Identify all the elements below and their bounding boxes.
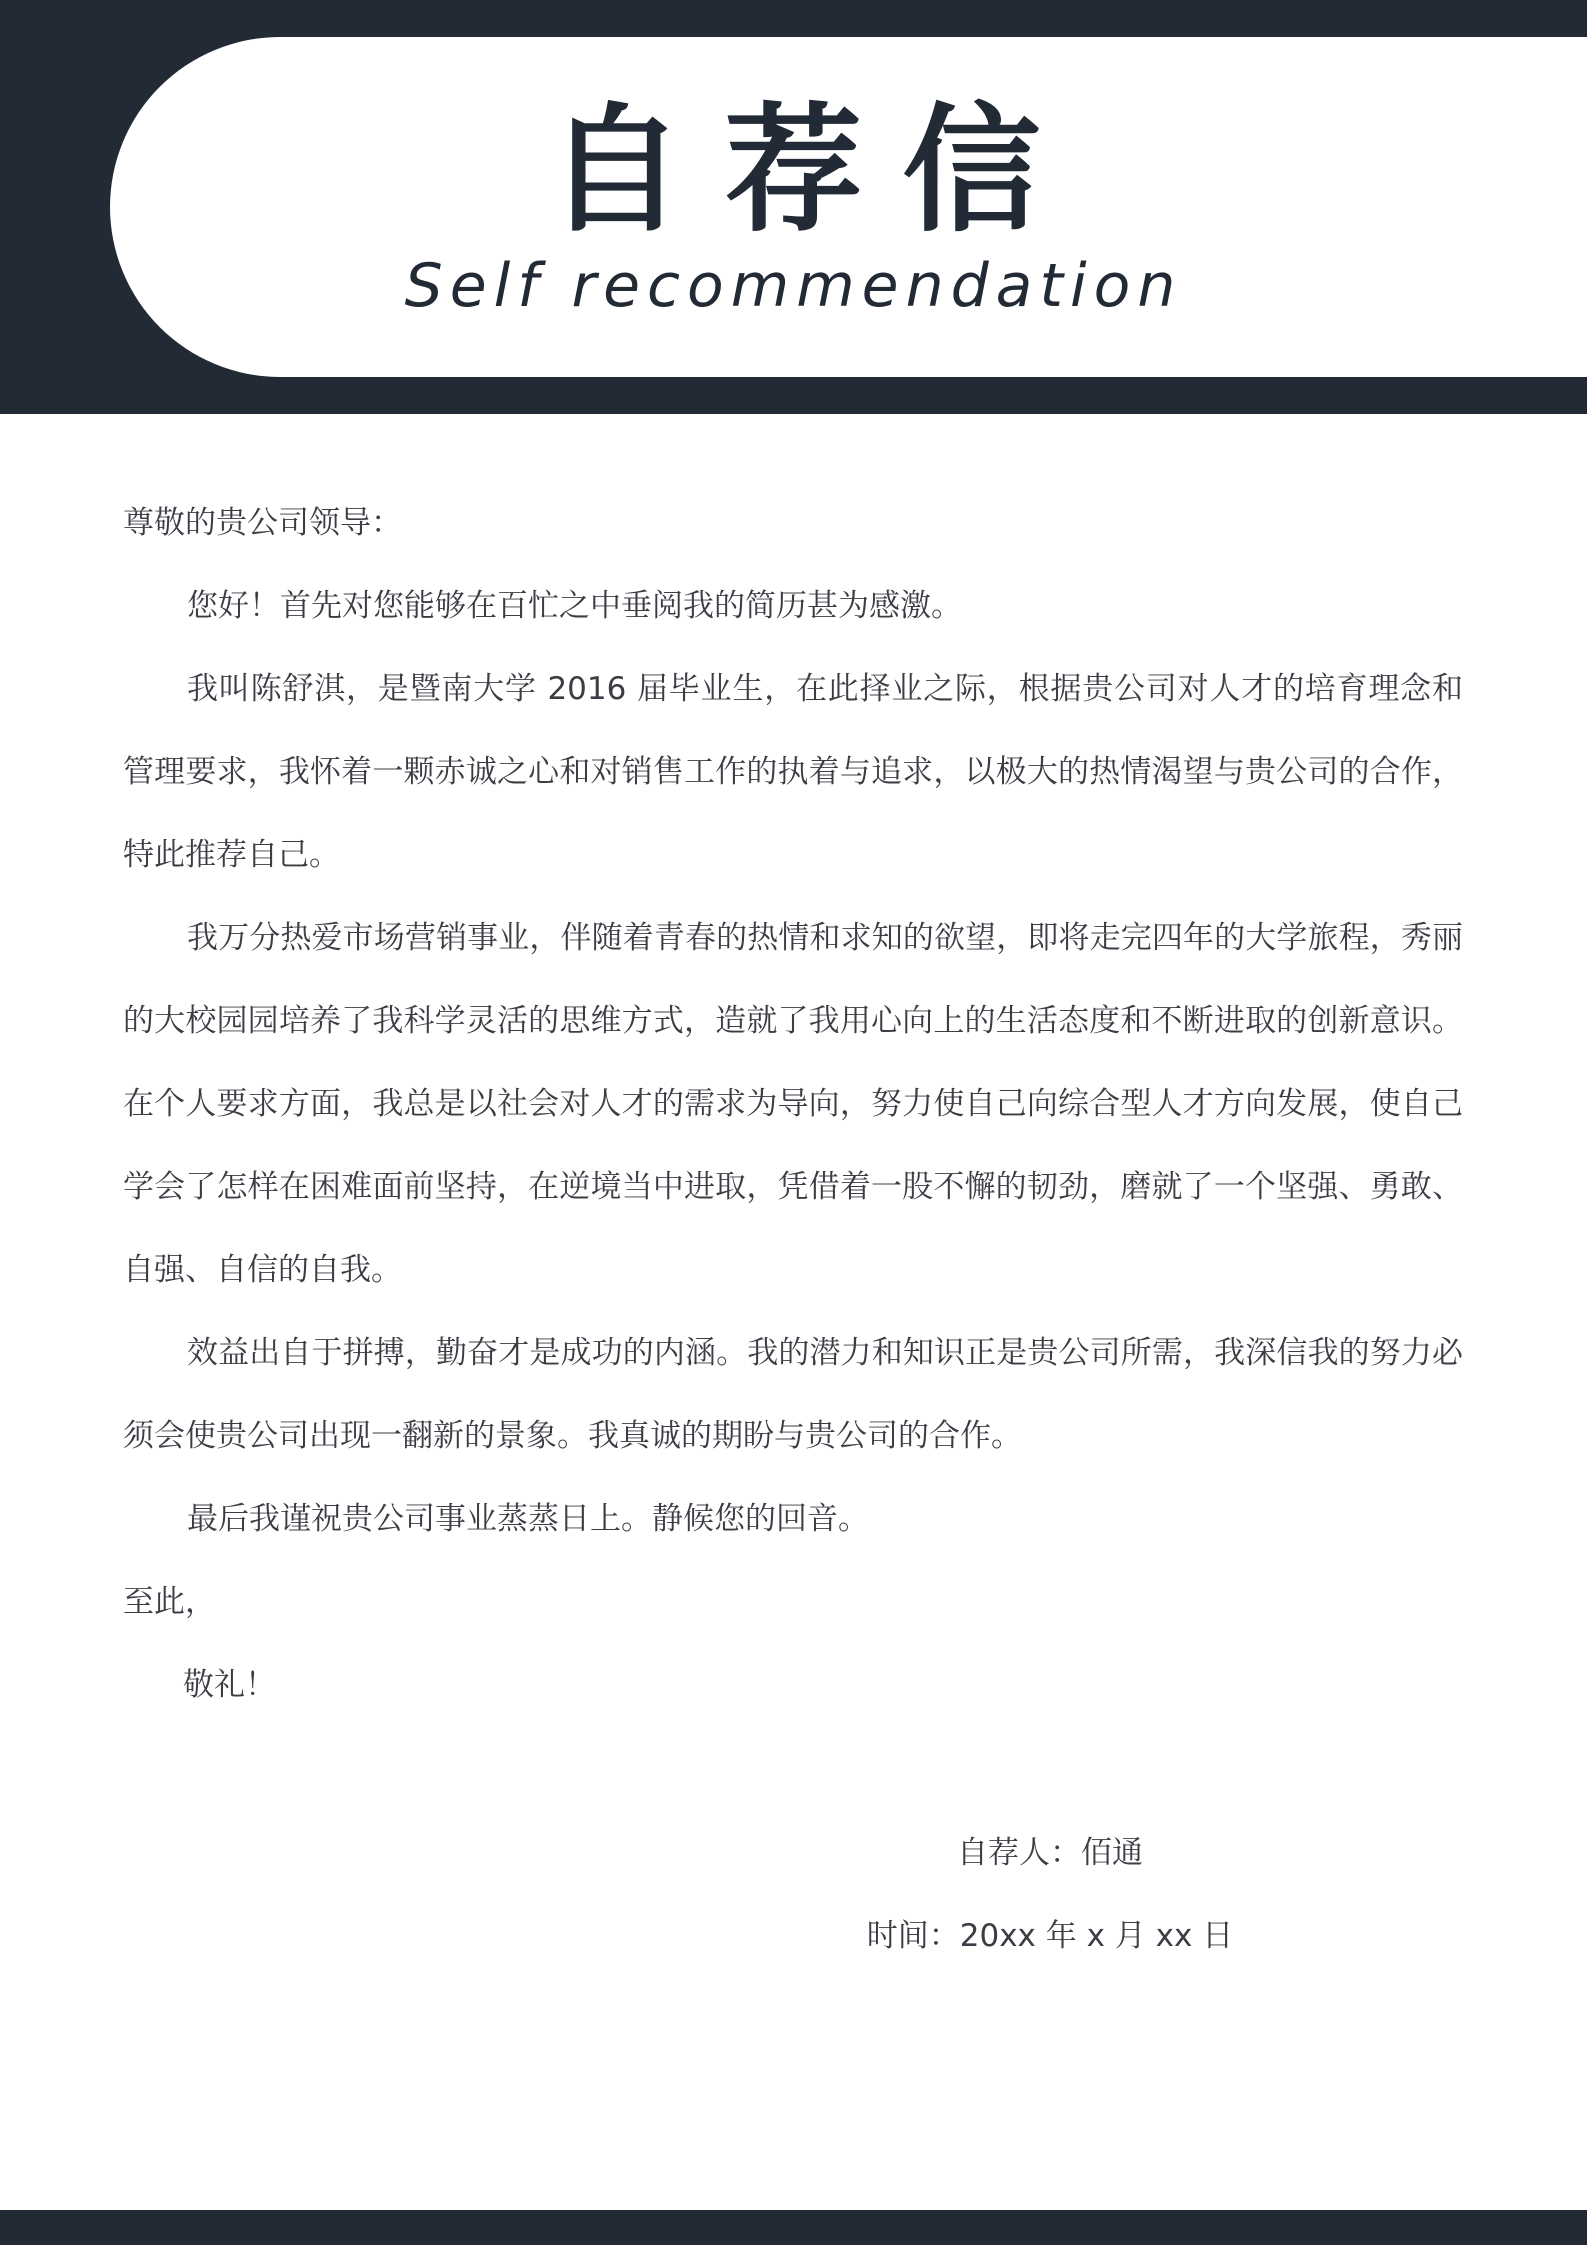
page-title: 自荐信: [546, 90, 1081, 251]
letter-body: [123, 482, 1463, 1727]
letter-paragraph-experience: 我万分热爱市场营销事业，伴随着青春的热情和求知的欲望，即将走完四年的大学旅程，秀丽的大校园园培养了我科学灵活的思维方式，造就了我用心向上的生活态度和不断进取的创新意识。在个人要求方面，我总是以社会对人才的需求为导向，努力使自己向综合型人才方向发展，使自己学会了怎样在困难面前坚持，在逆境当中进取，凭借着一股不懈的韧劲，磨就了一个坚强、勇敢、自强、自信的自我。: [123, 920, 1463, 1288]
salutation: 尊敬的贵公司领导：: [123, 505, 402, 541]
letter-paragraph-motivation: 效益出自于拼搏，勤奋才是成功的内涵。我的潜力和知识正是贵公司所需，我深信我的努力必须会使贵公司出现一翻新的景象。我真诚的期盼与贵公司的合作。: [123, 1335, 1463, 1454]
page-subtitle: Self recommendation: [404, 251, 1183, 321]
closing-line: 至此，: [123, 1584, 216, 1620]
footer-band: [0, 2210, 1587, 2245]
letter-paragraph-wishes: 最后我谨祝贵公司事业蒸蒸日上。静候您的回音。: [187, 1501, 869, 1537]
closing-salute: 敬礼！: [183, 1667, 276, 1703]
letter-paragraph-greeting: 您好！首先对您能够在百忙之中垂阅我的简历甚为感激。: [187, 588, 962, 624]
signature-date: 时间：20xx 年 x 月 xx 日: [866, 1918, 1234, 1954]
signature-person: 自荐人：佰通: [957, 1835, 1143, 1871]
letter-paragraph-introduction: 我叫陈舒淇，是暨南大学 2016 届毕业生，在此择业之际，根据贵公司对人才的培育理念和管理要求，我怀着一颗赤诚之心和对销售工作的执着与追求，以极大的热情渴望与贵公司的合作，特此推荐自己。: [123, 671, 1463, 873]
